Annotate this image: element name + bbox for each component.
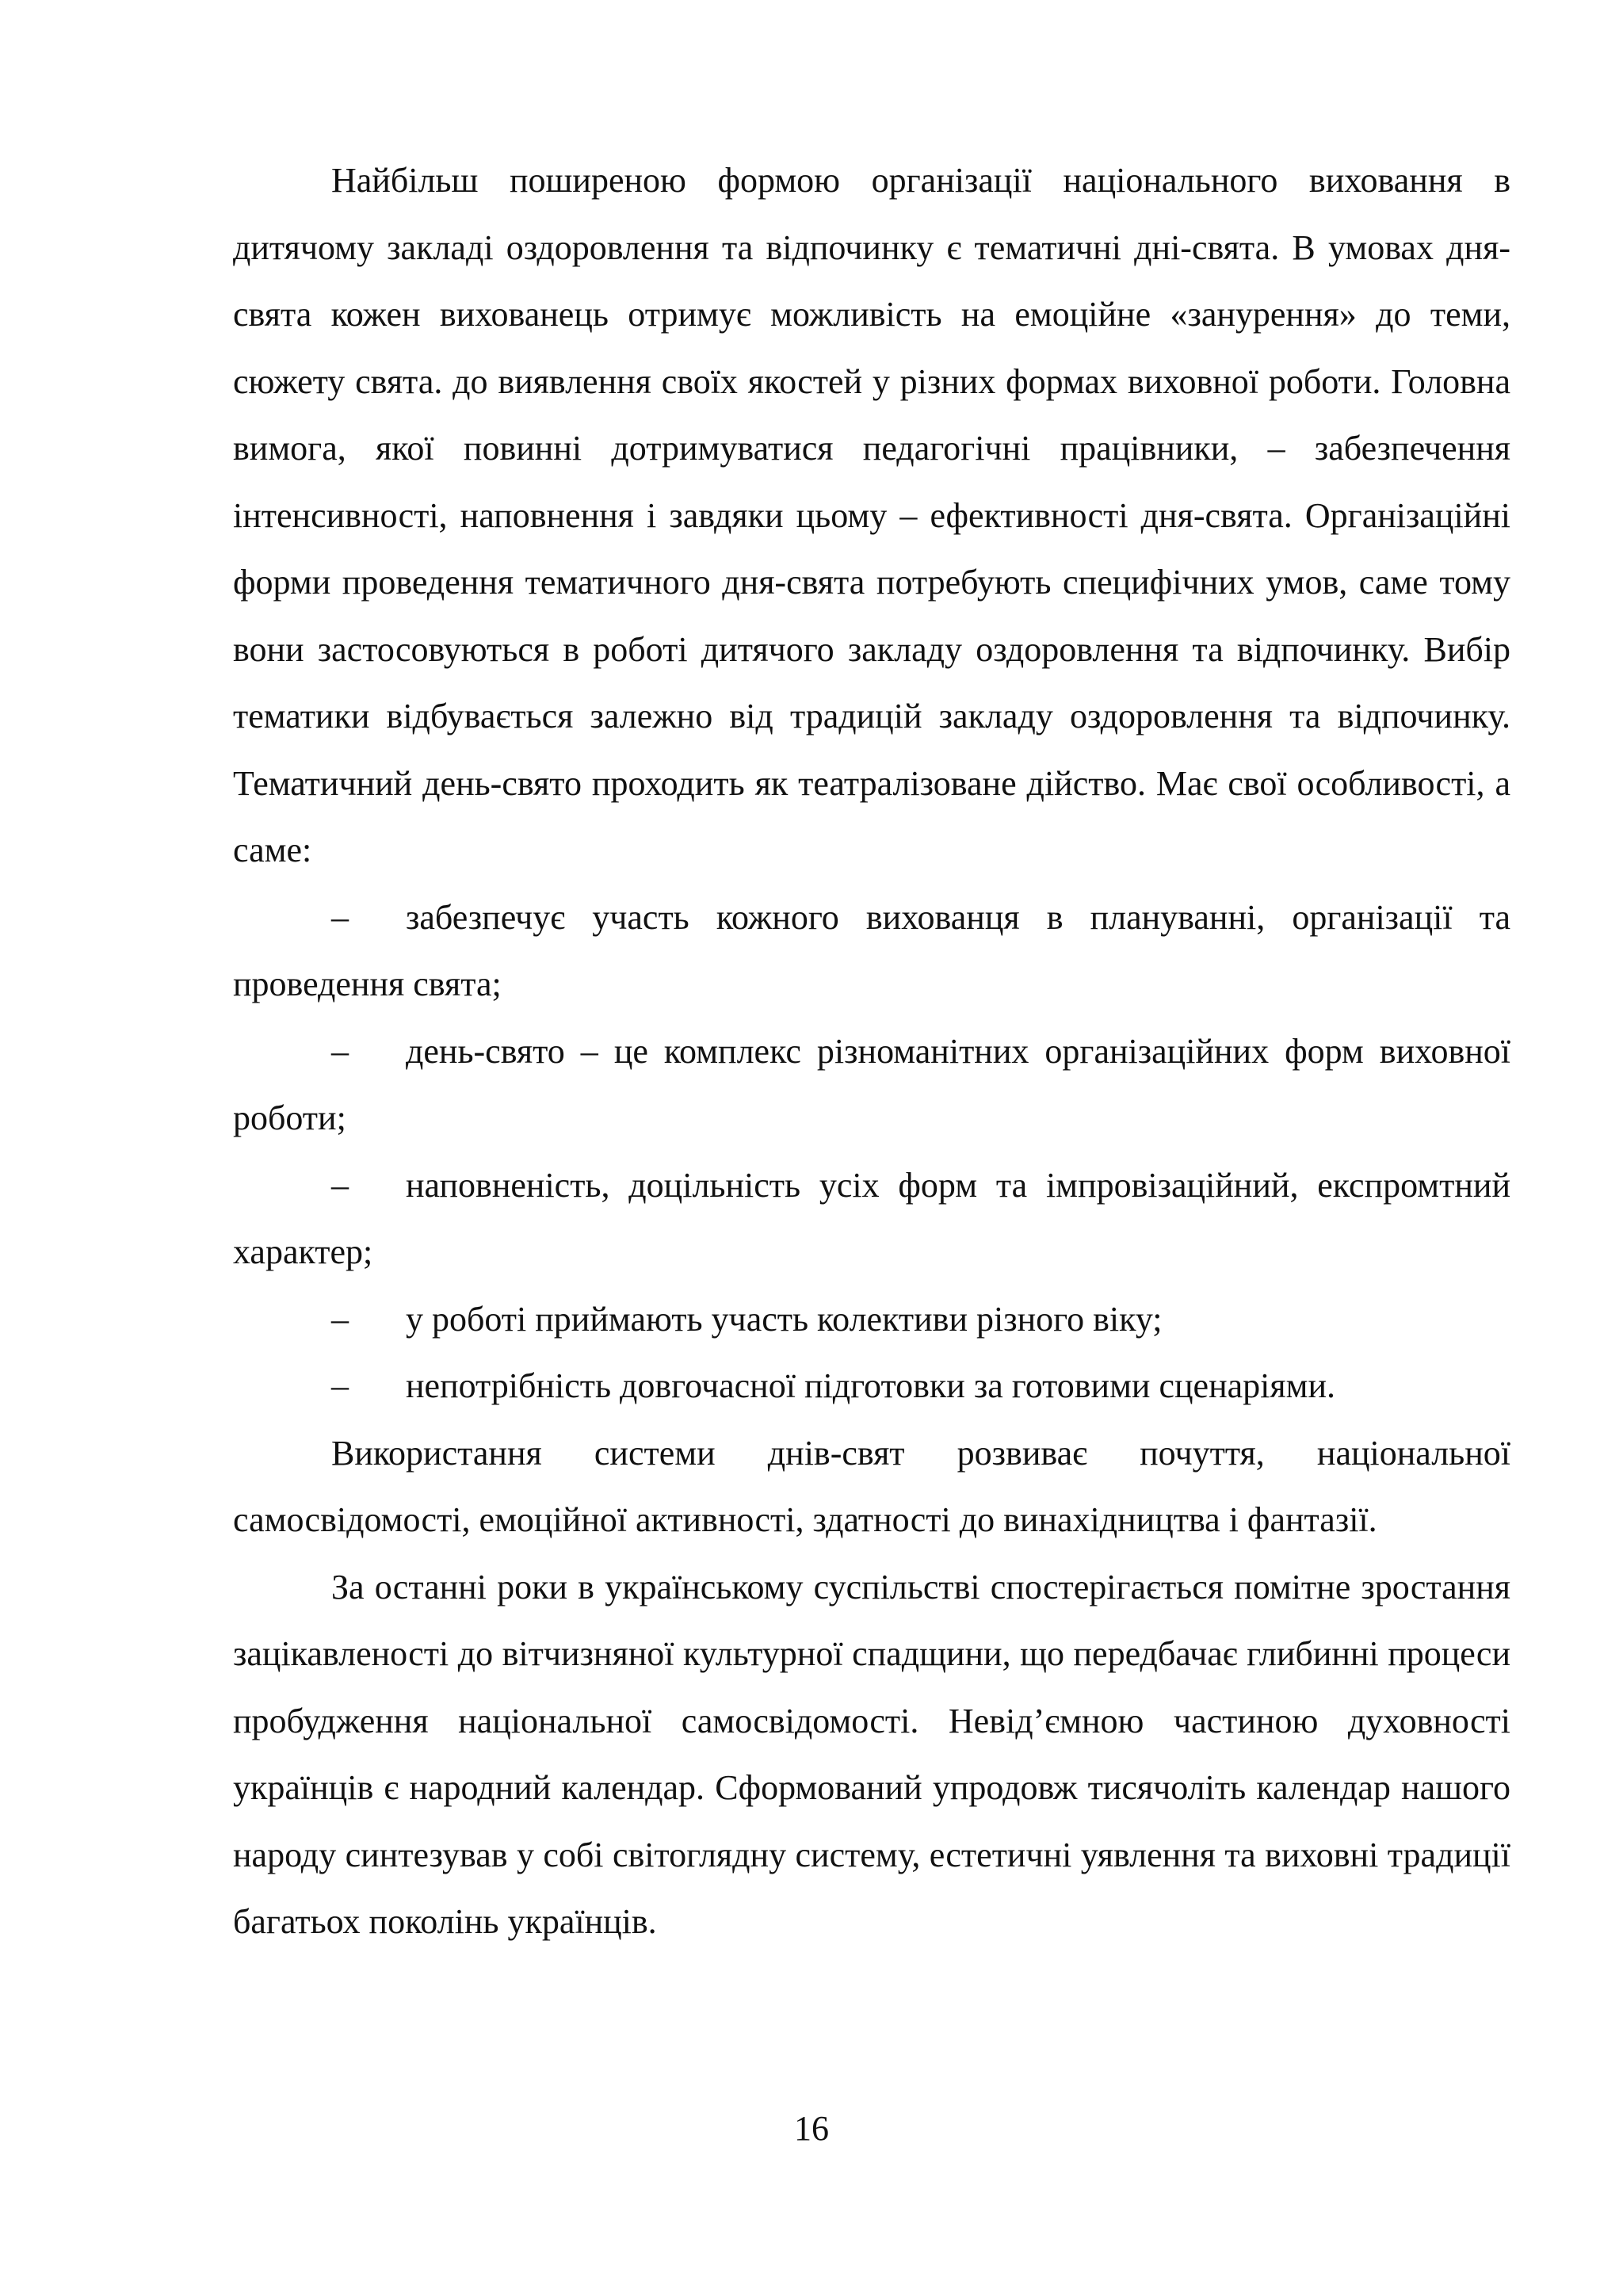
list-dash: – [331, 1366, 349, 1405]
body-text [233, 147, 1510, 1956]
list-item [233, 1353, 1510, 1420]
list-item-text: забезпечує участь кожного вихованця в плануванні, організації та проведення свята; [233, 897, 1510, 1003]
paragraph-folk-calendar: За останні роки в українському суспільстві спостерігається помітне зростання зацікавленості до вітчизняної культурної спадщини, що передбачає глибинні процеси пробудження національної самосвідомості. Невід’ємною частиною духовності українців є народний календар. Сформований упродовж тисячоліть календар нашого народу синтезував у собі світоглядну систему, естетичні уявлення та виховні традиції багатьох поколінь українців. [233, 1567, 1510, 1941]
list-item-text: наповненість, доцільність усіх форм та імпровізаційний, експромтний характер; [233, 1165, 1510, 1271]
list-item [233, 884, 1510, 1018]
list-dash: – [331, 1165, 349, 1205]
paragraph-system-of-days: Використання системи днів-свят розвиває почуття, національної самосвідомості, емоційної активності, здатності до винахідництва і фантазії. [233, 1433, 1510, 1539]
page-number: 16 [794, 2109, 829, 2148]
paragraph-thematic-days: Найбільш поширеною формою організації національного виховання в дитячому закладі оздоровлення та відпочинку є тематичні дні-свята. В умовах дня-свята кожен вихованець отримує можливість на емоційне «занурення» до теми, сюжету свята. до виявлення своїх якостей у різних формах виховної роботи. Головна вимога, якої повинні дотримуватися педагогічні працівники, – забезпечення інтенсивності, наповнення і завдяки цьому – ефективності дня-свята. Організаційні форми проведення тематичного дня-свята потребують специфічних умов, саме тому вони застосовуються в роботі дитячого закладу оздоровлення та відпочинку. Вибір тематики відбувається залежно від традицій закладу оздоровлення та відпочинку. Тематичний день-свято проходить як театралізоване дійство. Має свої особливості, а саме: [233, 161, 1510, 869]
list-item [233, 1152, 1510, 1286]
list-dash: – [331, 897, 349, 937]
list-item [233, 1286, 1510, 1354]
list-dash: – [331, 1031, 349, 1071]
list-item-text: непотрібність довгочасної підготовки за готовими сценаріями. [406, 1366, 1336, 1405]
list-item-text: у роботі приймають участь колективи різного віку; [406, 1299, 1163, 1339]
list-item [233, 1018, 1510, 1152]
list-item-text: день-свято – це комплекс різноманітних організаційних форм виховної роботи; [233, 1031, 1510, 1137]
list-dash: – [331, 1299, 349, 1339]
